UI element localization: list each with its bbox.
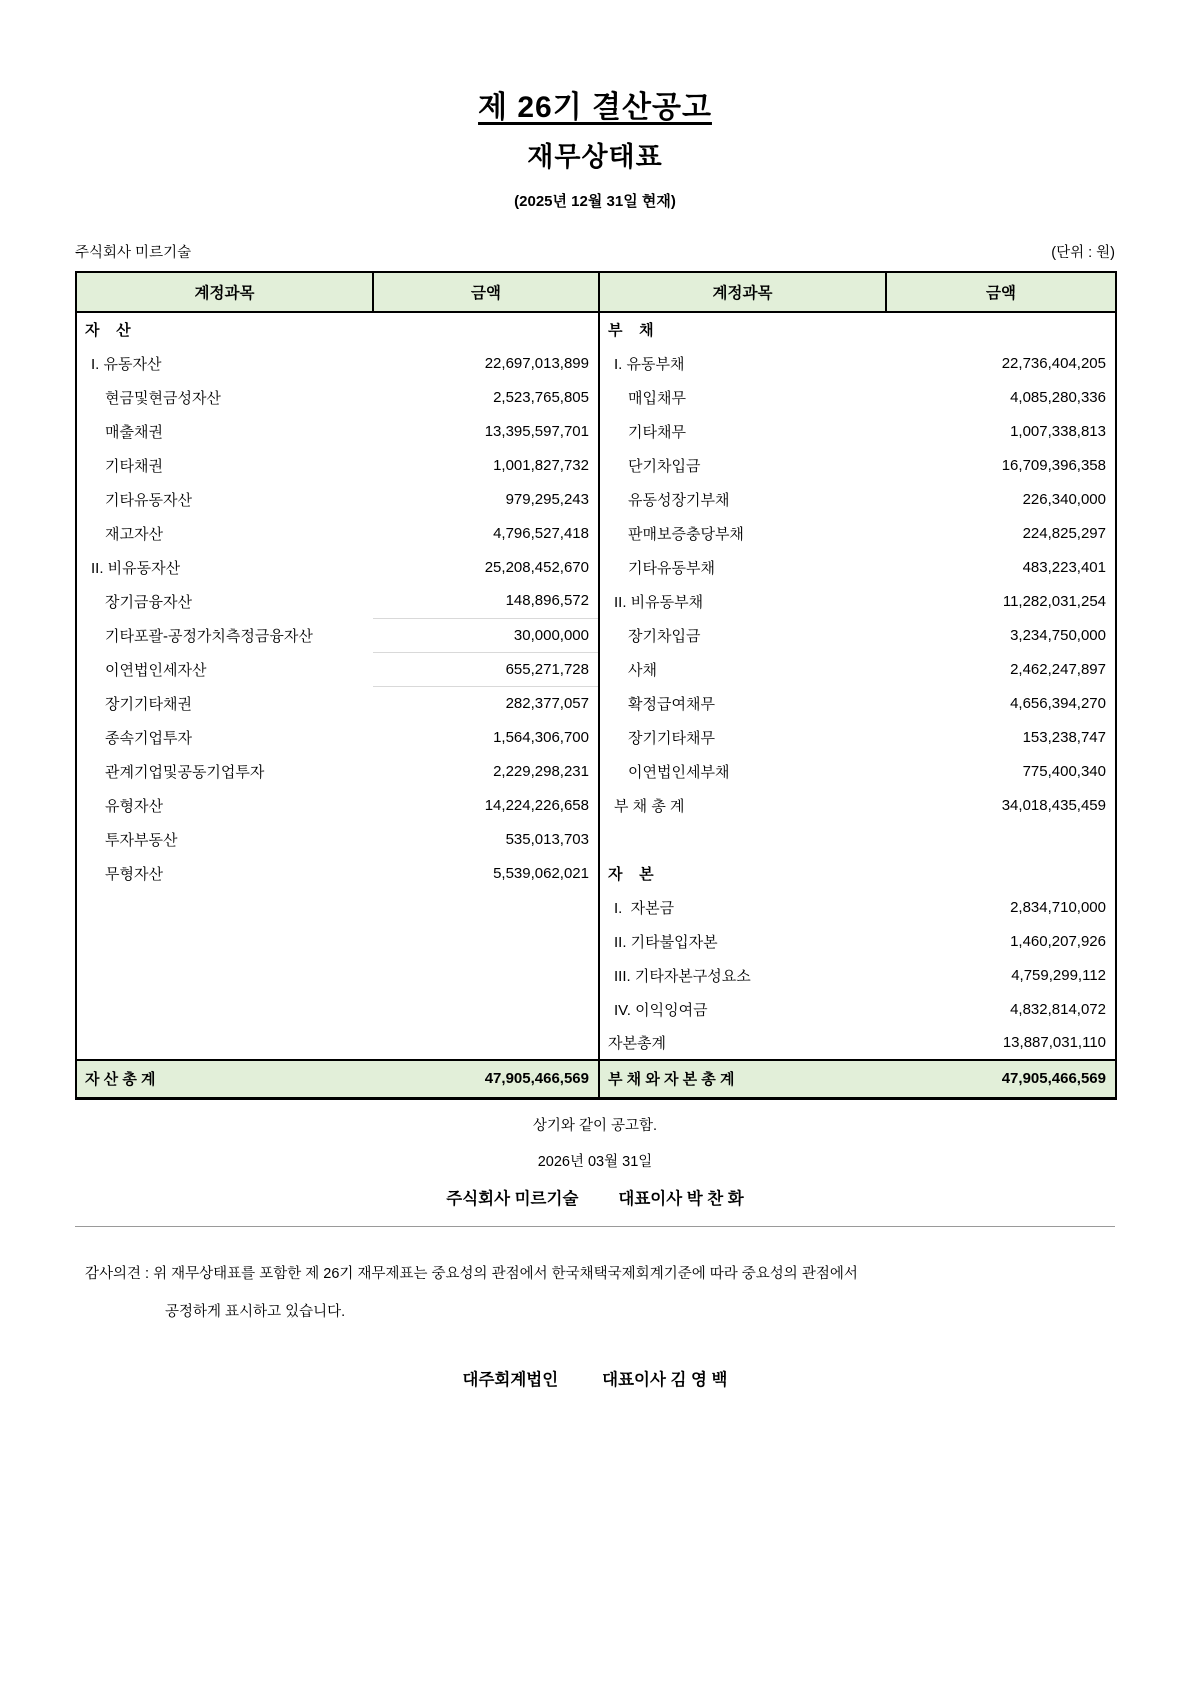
- amount-cell: [373, 312, 599, 346]
- account-cell: [76, 992, 373, 1026]
- amount-cell: 282,377,057: [373, 686, 599, 720]
- company-signature-org: 주식회사 미르기술: [446, 1189, 579, 1208]
- table-row: [76, 516, 1116, 550]
- amount-cell: 1,564,306,700: [373, 720, 599, 754]
- amount-cell: 30,000,000: [373, 618, 599, 652]
- amount-cell: 148,896,572: [373, 584, 599, 618]
- amount-cell: 655,271,728: [373, 652, 599, 686]
- amount-cell: 22,736,404,205: [886, 346, 1116, 380]
- account-cell: 무형자산: [76, 856, 373, 890]
- total-row: [76, 1060, 1116, 1098]
- amount-cell: 3,234,750,000: [886, 618, 1116, 652]
- col-header-amount-left: 금액: [373, 272, 599, 312]
- table-row: [76, 550, 1116, 584]
- account-cell: 관계기업및공동기업투자: [76, 754, 373, 788]
- total-assets-amount: 47,905,466,569: [373, 1060, 599, 1098]
- amount-cell: [886, 822, 1116, 856]
- company-name: 주식회사 미르기술: [75, 245, 192, 261]
- auditor-signature-org: 대주회계법인: [462, 1370, 559, 1389]
- amount-cell: 4,085,280,336: [886, 380, 1116, 414]
- account-cell: 기타유동부채: [599, 550, 886, 584]
- total-liab-equity-amount: 47,905,466,569: [886, 1060, 1116, 1098]
- table-row: [76, 346, 1116, 380]
- page-title: 제 26기 결산공고: [478, 91, 712, 124]
- account-cell: 장기금융자산: [76, 584, 373, 618]
- table-row: [76, 924, 1116, 958]
- col-header-account-right: 계정과목: [599, 272, 886, 312]
- amount-cell: 11,282,031,254: [886, 584, 1116, 618]
- account-cell: 기타채권: [76, 448, 373, 482]
- amount-cell: [373, 890, 599, 924]
- account-cell: [76, 924, 373, 958]
- total-assets-label: 자 산 총 계: [76, 1060, 373, 1098]
- account-cell: [76, 958, 373, 992]
- table-row: [76, 482, 1116, 516]
- account-cell: II. 기타불입자본: [599, 924, 886, 958]
- account-cell: 유형자산: [76, 788, 373, 822]
- amount-cell: 34,018,435,459: [886, 788, 1116, 822]
- account-cell: 부 채 총 계: [599, 788, 886, 822]
- audit-opinion-line2: 공정하게 표시하고 있습니다.: [165, 1304, 346, 1320]
- amount-cell: 16,709,396,358: [886, 448, 1116, 482]
- account-cell: 투자부동산: [76, 822, 373, 856]
- audit-opinion: [75, 1267, 1115, 1320]
- account-cell: [599, 822, 886, 856]
- amount-cell: 1,460,207,926: [886, 924, 1116, 958]
- auditor-signature: [75, 1366, 1115, 1390]
- amount-cell: 22,697,013,899: [373, 346, 599, 380]
- table-row: [76, 618, 1116, 652]
- amount-cell: 2,229,298,231: [373, 754, 599, 788]
- amount-cell: 13,887,031,110: [886, 1026, 1116, 1060]
- table-row: [76, 414, 1116, 448]
- account-cell: 판매보증충당부채: [599, 516, 886, 550]
- table-row: [76, 754, 1116, 788]
- amount-cell: 979,295,243: [373, 482, 599, 516]
- account-cell: 현금및현금성자산: [76, 380, 373, 414]
- amount-cell: 775,400,340: [886, 754, 1116, 788]
- account-cell: 자 본: [599, 856, 886, 890]
- amount-cell: 153,238,747: [886, 720, 1116, 754]
- amount-cell: 2,523,765,805: [373, 380, 599, 414]
- table-body: [76, 312, 1116, 1060]
- account-cell: [76, 890, 373, 924]
- table-header-row: [76, 272, 1116, 312]
- account-cell: 부 채: [599, 312, 886, 346]
- amount-cell: 224,825,297: [886, 516, 1116, 550]
- account-cell: 매출채권: [76, 414, 373, 448]
- account-cell: 기타포괄-공정가치측정금융자산: [76, 618, 373, 652]
- amount-cell: 483,223,401: [886, 550, 1116, 584]
- account-cell: 이연법인세부채: [599, 754, 886, 788]
- company-signature: [75, 1185, 1115, 1209]
- amount-cell: [373, 992, 599, 1026]
- amount-cell: 4,759,299,112: [886, 958, 1116, 992]
- account-cell: 장기기타채권: [76, 686, 373, 720]
- account-cell: 단기차입금: [599, 448, 886, 482]
- account-cell: I. 유동부채: [599, 346, 886, 380]
- table-row: [76, 788, 1116, 822]
- account-cell: III. 기타자본구성요소: [599, 958, 886, 992]
- account-cell: 재고자산: [76, 516, 373, 550]
- table-row: [76, 720, 1116, 754]
- amount-cell: 1,001,827,732: [373, 448, 599, 482]
- account-cell: 기타유동자산: [76, 482, 373, 516]
- amount-cell: 2,834,710,000: [886, 890, 1116, 924]
- account-cell: I. 자본금: [599, 890, 886, 924]
- amount-cell: 4,832,814,072: [886, 992, 1116, 1026]
- account-cell: 확정급여채무: [599, 686, 886, 720]
- table-row: [76, 958, 1116, 992]
- amount-cell: 1,007,338,813: [886, 414, 1116, 448]
- amount-cell: 4,656,394,270: [886, 686, 1116, 720]
- account-cell: II. 비유동자산: [76, 550, 373, 584]
- total-liab-equity-label: 부 채 와 자 본 총 계: [599, 1060, 886, 1098]
- amount-cell: [373, 924, 599, 958]
- document-page: [75, 0, 1115, 1390]
- amount-cell: 2,462,247,897: [886, 652, 1116, 686]
- amount-cell: [886, 312, 1116, 346]
- page-subtitle: 재무상태표: [527, 142, 663, 172]
- account-cell: 장기차입금: [599, 618, 886, 652]
- audit-opinion-line1: 감사의견 : 위 재무상태표를 포함한 제 26기 재무제표는 중요성의 관점에서 한국채택국제회계기준에 따라 중요성의 관점에서: [85, 1265, 858, 1282]
- amount-cell: 14,224,226,658: [373, 788, 599, 822]
- table-row: [76, 448, 1116, 482]
- account-cell: 종속기업투자: [76, 720, 373, 754]
- account-cell: II. 비유동부채: [599, 584, 886, 618]
- amount-cell: 25,208,452,670: [373, 550, 599, 584]
- account-cell: 매입채무: [599, 380, 886, 414]
- account-cell: 장기기타채무: [599, 720, 886, 754]
- amount-cell: [373, 1026, 599, 1060]
- as-of-date: (2025년 12월 31일 현재): [514, 193, 676, 210]
- table-row: [76, 992, 1116, 1026]
- amount-cell: 535,013,703: [373, 822, 599, 856]
- table-row: [76, 380, 1116, 414]
- table-row: [76, 312, 1116, 346]
- amount-cell: 5,539,062,021: [373, 856, 599, 890]
- amount-cell: 4,796,527,418: [373, 516, 599, 550]
- table-row: [76, 890, 1116, 924]
- balance-sheet-table: [75, 271, 1117, 1100]
- account-cell: 자본총계: [599, 1026, 886, 1060]
- account-cell: 이연법인세자산: [76, 652, 373, 686]
- account-cell: 유동성장기부채: [599, 482, 886, 516]
- amount-cell: 226,340,000: [886, 482, 1116, 516]
- col-header-amount-right: 금액: [886, 272, 1116, 312]
- section-divider: [75, 1226, 1115, 1227]
- account-cell: 기타채무: [599, 414, 886, 448]
- amount-cell: [373, 958, 599, 992]
- table-row: [76, 584, 1116, 618]
- announcement-text: 상기와 같이 공고함.: [532, 1117, 658, 1134]
- auditor-signature-ceo: 대표이사 김 영 백: [602, 1370, 728, 1389]
- account-cell: 자 산: [76, 312, 373, 346]
- table-row: [76, 856, 1116, 890]
- account-cell: 사채: [599, 652, 886, 686]
- amount-cell: 13,395,597,701: [373, 414, 599, 448]
- col-header-account-left: 계정과목: [76, 272, 373, 312]
- unit-label: (단위 : 원): [1051, 245, 1115, 261]
- table-row: [76, 822, 1116, 856]
- account-cell: I. 유동자산: [76, 346, 373, 380]
- table-row: [76, 686, 1116, 720]
- table-row: [76, 1026, 1116, 1060]
- company-signature-ceo: 대표이사 박 찬 화: [618, 1189, 744, 1208]
- meta-row: [75, 241, 1115, 262]
- table-row: [76, 652, 1116, 686]
- amount-cell: [886, 856, 1116, 890]
- account-cell: [76, 1026, 373, 1060]
- announcement-date: 2026년 03월 31일: [537, 1153, 653, 1170]
- account-cell: IV. 이익잉여금: [599, 992, 886, 1026]
